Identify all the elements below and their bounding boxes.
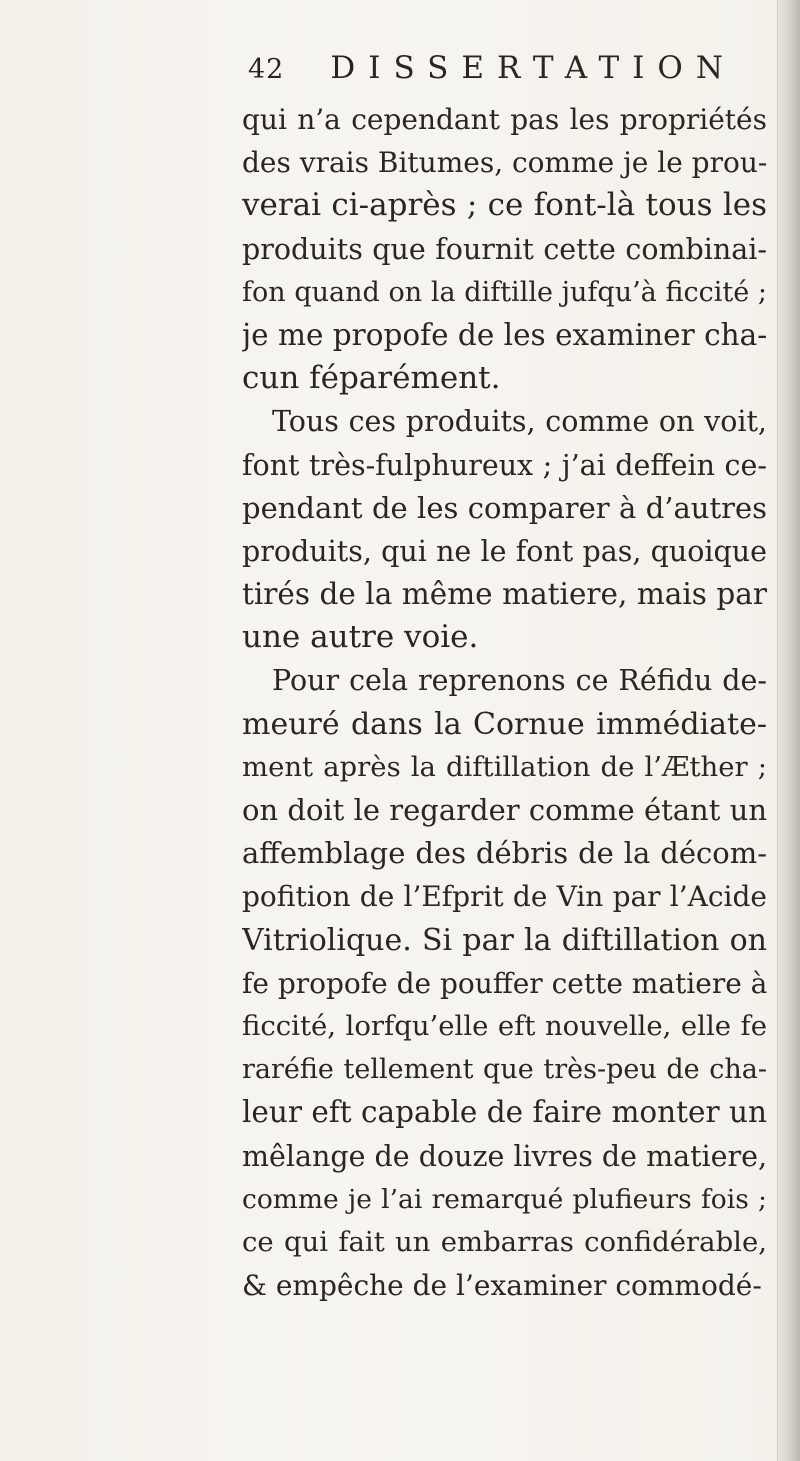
page-gutter-edge <box>777 0 800 1461</box>
text-line: Vitriolique. Si par la diftillation on <box>242 922 767 958</box>
text-line: ce qui fait un embarras confidérable, <box>242 1225 767 1258</box>
text-line: qui n’a cependant pas les propriétés <box>242 103 767 136</box>
text-line: je me propofe de les examiner cha- <box>242 317 767 352</box>
text-line: ment après la diftillation de l’Æther ; <box>242 750 767 783</box>
text-line: fe propofe de pouffer cette matiere à <box>242 966 767 1000</box>
text-line: comme je l’ai remarqué plufieurs fois ; <box>242 1183 767 1215</box>
page-header <box>248 50 736 90</box>
text-line: produits que fournit cette combinai- <box>242 232 767 266</box>
text-line: pendant de les comparer à d’autres <box>242 490 767 525</box>
text-line: pofition de l’Efprit de Vin par l’Acide <box>242 880 767 914</box>
text-line: des vrais Bitumes, comme je le prou- <box>242 146 767 180</box>
text-line: ficcité, lorfqu’elle eft nouvelle, elle fe <box>242 1009 767 1042</box>
text-line: verai ci-après ; ce font-là tous les <box>242 187 767 224</box>
text-line: fon quand on la diftille jufqu’à ficcité ; <box>242 276 767 308</box>
text-line: Pour cela reprenons ce Réfidu de- <box>272 664 767 698</box>
text-line: leur eft capable de faire monter un <box>242 1095 767 1130</box>
page-number: 42 <box>248 54 285 85</box>
text-line: tirés de la même matiere, mais par <box>242 577 767 612</box>
text-line: une autre voie. <box>242 619 479 656</box>
text-line: cun féparément. <box>242 360 501 397</box>
text-line: mêlange de douze livres de matiere, <box>242 1139 767 1173</box>
running-head: DISSERTATION <box>330 50 736 86</box>
text-line: produits, qui ne le font pas, quoique <box>242 534 767 568</box>
text-line: meuré dans la Cornue immédiate- <box>242 706 767 742</box>
text-line: font très-fulphureux ; j’ai deffein ce- <box>242 448 767 482</box>
text-line: & empêche de l’examiner commodé- <box>242 1269 762 1303</box>
text-line: raréfie tellement que très-peu de cha- <box>242 1054 767 1086</box>
text-line: Tous ces produits, comme on voit, <box>272 405 767 439</box>
text-line: on doit le regarder comme étant un <box>242 793 767 827</box>
text-line: affemblage des débris de la décom- <box>242 836 767 871</box>
body-text <box>242 98 767 1307</box>
